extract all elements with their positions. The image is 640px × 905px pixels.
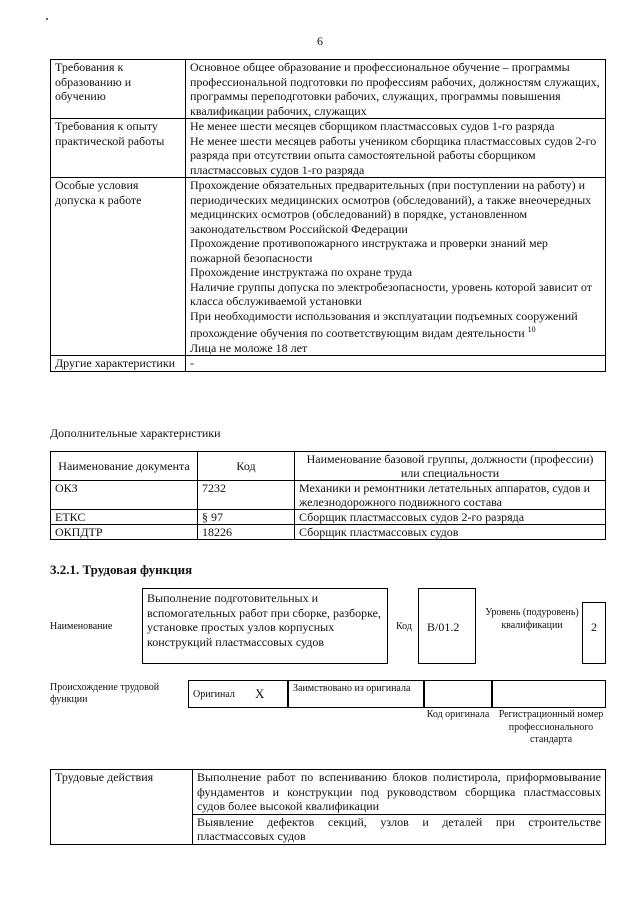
reg-number-label: Регистрационный номер профессионального стандарта (498, 709, 604, 745)
requirements-row-other (51, 356, 606, 372)
table-cell: 7232 (198, 481, 295, 510)
column-header: Наименование базовой группы, должности (профессии) или специальности (295, 452, 606, 481)
footnote-mark: 10 (527, 325, 536, 334)
original-mark: X (255, 686, 265, 701)
labor-action-item: Выявление дефектов секций, узлов и деталей при строительстве пластмассовых судов (193, 814, 606, 844)
page-number: 6 (317, 34, 323, 48)
qualification-level-label: Уровень (подуровень) квалификации (485, 607, 579, 631)
table-row (51, 770, 606, 815)
table-cell: § 97 (198, 510, 295, 525)
requirements-label: Особые условия допуска к работе (51, 178, 186, 356)
requirement-line: Не менее шести месяцев работы учеником сборщика пластмассовых судов 2-го разряда при отсутствии опыта самостоятельной работы сборщиком пластмассовых судов 1-го разряда (190, 133, 597, 177)
requirements-value (186, 356, 606, 372)
requirements-value (186, 60, 606, 119)
table-row (51, 525, 606, 540)
requirement-line: Прохождение обязательных предварительных (при поступлении на работу) и периодических медицинских осмотров (обследований), а также внеочередных медицинских осмотров (обследований) в порядке, установленном законодательством Российской Федерации (190, 178, 592, 236)
labor-actions-table (50, 769, 606, 845)
original-label: Оригинал (193, 689, 235, 700)
table-cell: Механики и ремонтники летательных аппаратов, судов и железнодорожного подвижного состава (295, 481, 606, 510)
table-header-row (51, 452, 606, 481)
labor-action-item: Выполнение работ по вспениванию блоков полистирола, приформовывание фундаментов и конструкции под руководством сборщика пластмассовых судов более высокой квалификации (193, 770, 606, 815)
function-code-value: B/01.2 (418, 588, 476, 664)
table-cell: Сборщик пластмассовых судов (295, 525, 606, 540)
requirements-row-admission (51, 178, 606, 356)
requirements-label: Другие характеристики (51, 356, 186, 372)
scan-speck (46, 18, 48, 20)
code-original-box (424, 680, 492, 708)
requirement-line: Лица не моложе 18 лет (190, 340, 308, 355)
reg-number-box (492, 680, 606, 708)
table-cell: Сборщик пластмассовых судов 2-го разряда (295, 510, 606, 525)
table-row (51, 510, 606, 525)
table-cell: ОКЗ (51, 481, 198, 510)
column-header: Наименование документа (51, 452, 198, 481)
qualification-level-value: 2 (582, 602, 606, 664)
function-name-label: Наименование (50, 621, 113, 632)
function-origin-label: Происхождение трудовой функции (50, 682, 160, 705)
table-cell: ОКПДТР (51, 525, 198, 540)
requirement-line (190, 309, 601, 341)
code-original-label: Код оригинала (426, 709, 490, 720)
function-name-value: Выполнение подготовительных и вспомогательных работ при сборке, разборке, установке простых узлов корпусных конструкций пластмассовых судов (142, 588, 388, 664)
requirements-label: Требования к опыту практической работы (51, 119, 186, 178)
requirements-row-education (51, 60, 606, 119)
additional-characteristics-title: Дополнительные характеристики (50, 426, 221, 440)
table-row (51, 481, 606, 510)
requirement-line: Прохождение инструктажа по охране труда (190, 265, 413, 279)
requirements-value (186, 178, 606, 356)
table-cell: 18226 (198, 525, 295, 540)
requirement-line: Основное общее образование и профессиональное обучение – программы профессиональной подготовки по профессиям рабочих, должностям служащих, программы переподготовки рабочих, служащих, программы повышения квалификации рабочих, служащих (190, 60, 600, 118)
function-code-label: Код (396, 621, 412, 632)
requirements-row-experience (51, 119, 606, 178)
borrowed-label: Заимствовано из оригинала (288, 680, 424, 708)
requirement-line: Не менее шести месяцев сборщиком пластмассовых судов 1-го разряда (190, 119, 555, 133)
requirements-table (50, 59, 606, 372)
column-header: Код (198, 452, 295, 481)
table-cell: ЕТКС (51, 510, 198, 525)
requirement-line-text: При необходимости использования и эксплуатации подъемных сооружений прохождение обучения по соответствующим видам деятельности (190, 308, 578, 340)
requirements-label: Требования к образованию и обучению (51, 60, 186, 119)
additional-characteristics-table (50, 451, 606, 540)
original-box (188, 680, 288, 708)
requirements-value (186, 119, 606, 178)
requirement-line: - (190, 356, 194, 370)
section-title: 3.2.1. Трудовая функция (50, 562, 193, 577)
requirement-line: Прохождение противопожарного инструктажа и проверки знаний мер пожарной безопасности (190, 236, 548, 265)
requirement-line: Наличие группы допуска по электробезопасности, уровень которой зависит от класса обслуживаемой установки (190, 279, 593, 308)
labor-actions-label: Трудовые действия (51, 770, 193, 845)
